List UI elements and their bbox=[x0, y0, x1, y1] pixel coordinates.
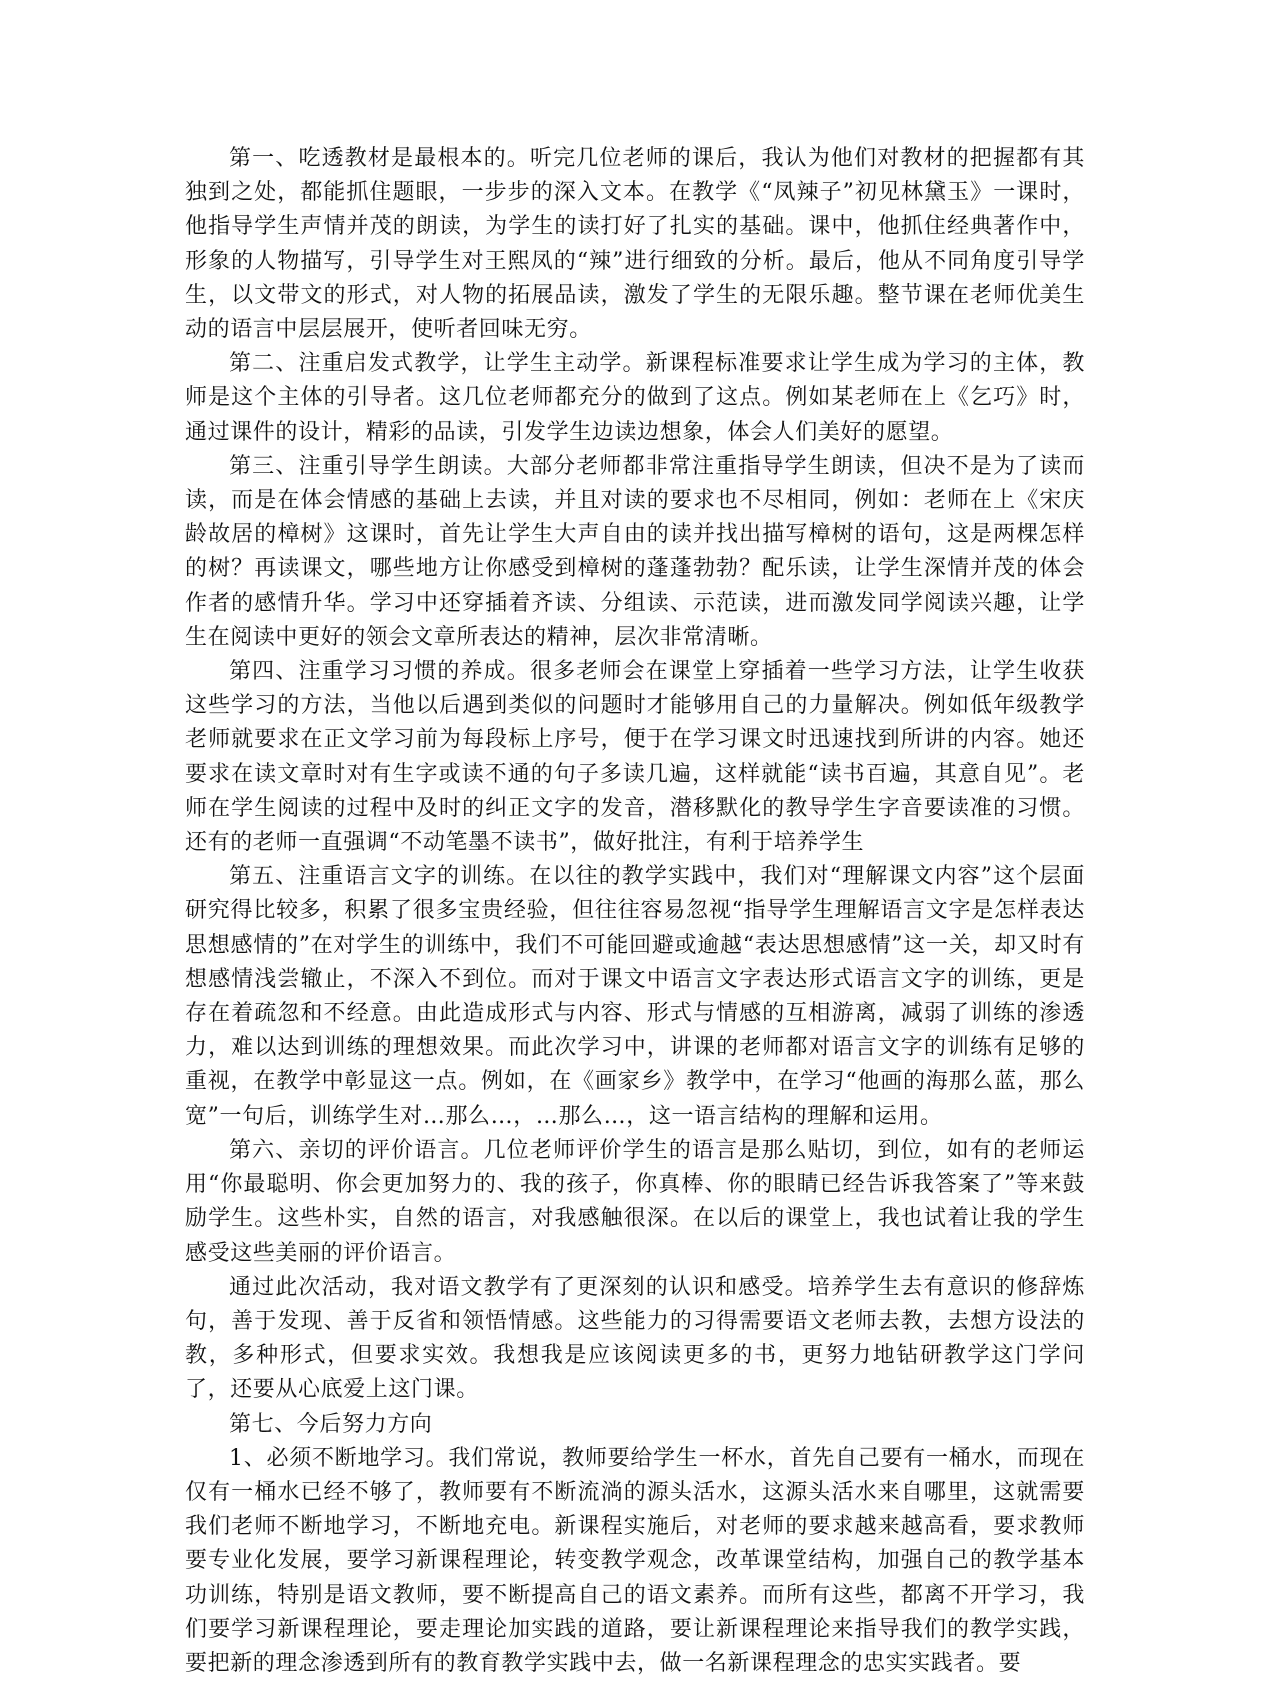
paragraph-4: 第四、注重学习习惯的养成。很多老师会在课堂上穿插着一些学习方法，让学生收获这些学习的方法，当他以后遇到类似的问题时才能够用自己的力量解决。例如低年级教学老师就要求在正文学习前为每段标上序号，便于在学习课文时迅速找到所讲的内容。她还要求在读文章时对有生字或读不通的句子多读几遍，这样就能“读书百遍，其意自见”。老师在学生阅读的过程中及时的纠正文字的发音，潜移默化的教导学生字音要读准的习惯。还有的老师一直强调“不动笔墨不读书”，做好批注，有利于培养学生 bbox=[185, 659, 1085, 856]
paragraph-1: 第一、吃透教材是最根本的。听完几位老师的课后，我认为他们对教材的把握都有其独到之处，都能抓住题眼，一步步的深入文本。在教学《“凤辣子”初见林黛玉》一课时，他指导学生声情并茂的朗读，为学生的读打好了扎实的基础。课中，他抓住经典著作中，形象的人物描写，引导学生对王熙凤的“辣”进行细致的分析。最后，他从不同角度引导学生，以文带文的形式，对人物的拓展品读，激发了学生的无限乐趣。整节课在老师优美生动的语言中层层展开，使听者回味无穷。 bbox=[185, 146, 1085, 343]
paragraph-2: 第二、注重启发式教学，让学生主动学。新课程标准要求让学生成为学习的主体，教师是这个主体的引导者。这几位老师都充分的做到了这点。例如某老师在上《乞巧》时，通过课件的设计，精彩的品读，引发学生边读边想象，体会人们美好的愿望。 bbox=[185, 351, 1085, 445]
paragraph-5: 第五、注重语言文字的训练。在以往的教学实践中，我们对“理解课文内容”这个层面研究得比较多，积累了很多宝贵经验，但往往容易忽视“指导学生理解语言文字是怎样表达思想感情的”在对学生的训练中，我们不可能回避或逾越“表达思想感情”这一关，却又时有想感情浅尝辙止，不深入不到位。而对于课文中语言文字表达形式语言文字的训练，更是存在着疏忽和不经意。由此造成形式与内容、形式与情感的互相游离，减弱了训练的渗透力，难以达到训练的理想效果。而此次学习中，讲课的老师都对语言文字的训练有足够的重视，在教学中彰显这一点。例如，在《画家乡》教学中，在学习“他画的海那么蓝，那么宽”一句后，训练学生对…那么…，…那么…，这一语言结构的理解和运用。 bbox=[185, 864, 1085, 1129]
section-heading: 第七、今后努力方向 bbox=[229, 1411, 433, 1437]
paragraph-8: 1、必须不断地学习。我们常说，教师要给学生一杯水，首先自己要有一桶水，而现在仅有一桶水已经不够了，教师要有不断流淌的源头活水，这源头活水来自哪里，这就需要我们老师不断地学习，不断地充电。新课程实施后，对老师的要求越来越高看，要求教师要专业化发展，要学习新课程理论，转变教学观念，改革课堂结构，加强自己的教学基本功训练，特别是语文教师，要不断提高自己的语文素养。而所有这些，都离不开学习，我们要学习新课程理论，要走理论加实践的道路，要让新课程理论来指导我们的教学实践，要把新的理念渗透到所有的教育教学实践中去，做一名新课程理念的忠实实践者。要 bbox=[185, 1445, 1085, 1676]
paragraph-3: 第三、注重引导学生朗读。大部分老师都非常注重指导学生朗读，但决不是为了读而读，而是在体会情感的基础上去读，并且对读的要求也不尽相同，例如：老师在上《宋庆龄故居的樟树》这课时，首先让学生大声自由的读并找出描写樟树的语句，这是两棵怎样的树？再读课文，哪些地方让你感受到樟树的蓬蓬勃勃？配乐读，让学生深情并茂的体会作者的感情升华。学习中还穿插着齐读、分组读、示范读，进而激发同学阅读兴趣，让学生在阅读中更好的领会文章所表达的精神，层次非常清晰。 bbox=[185, 453, 1085, 650]
paragraph-6: 第六、亲切的评价语言。几位老师评价学生的语言是那么贴切，到位，如有的老师运用“你最聪明、你会更加努力的、我的孩子，你真棒、你的眼睛已经告诉我答案了”等来鼓励学生。这些朴实，自然的语言，对我感触很深。在以后的课堂上，我也试着让我的学生感受这些美丽的评价语言。 bbox=[185, 1137, 1085, 1266]
paragraph-7: 通过此次活动，我对语文教学有了更深刻的认识和感受。培养学生去有意识的修辞炼句，善于发现、善于反省和领悟情感。这些能力的习得需要语文老师去教，去想方设法的教，多种形式，但要求实效。我想我是应该阅读更多的书，更努力地钻研教学这门学问了，还要从心底爱上这门课。 bbox=[185, 1274, 1085, 1403]
document-body bbox=[185, 142, 1085, 1681]
